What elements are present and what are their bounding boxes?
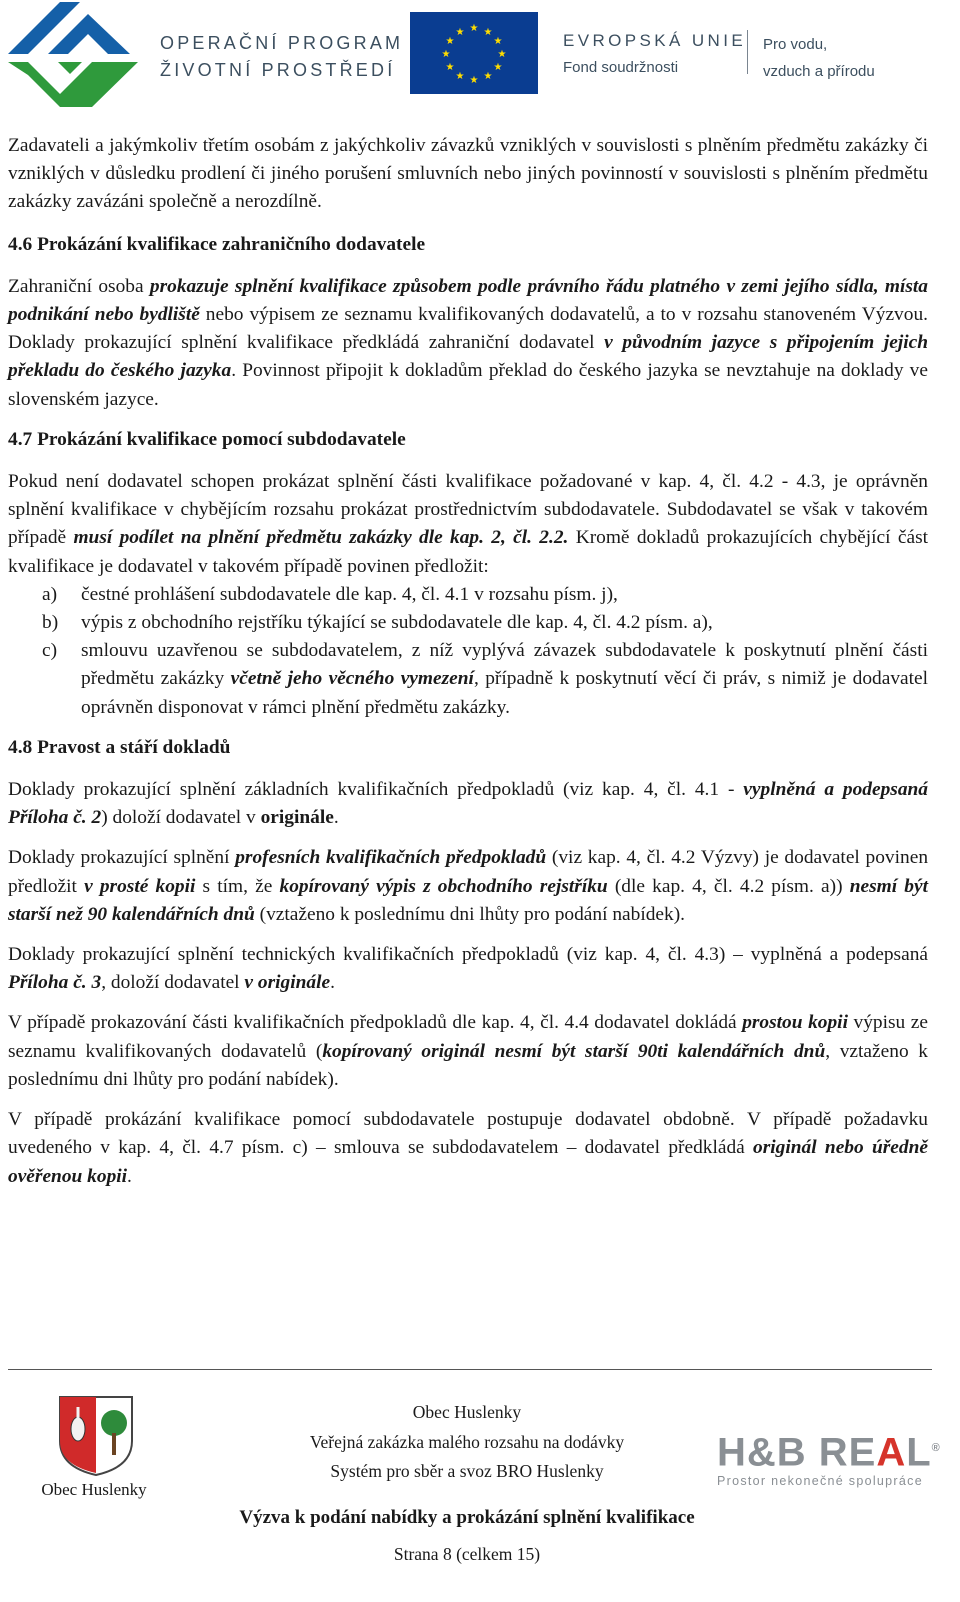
header-divider bbox=[747, 30, 748, 74]
paragraph-4-8-technical: Doklady prokazující splnění technických kvalifikačních předpokladů (viz kap. 4, čl. 4.3) – vyplněná a podepsaná Příloha č. 3, doloží dodavatel v originále. bbox=[8, 944, 928, 994]
paragraph-4-8-partial: V případě prokazování části kvalifikačních předpokladů dle kap. 4, čl. 4.4 dodavatel dokládá prostou kopii výpisu ze seznamu kvalifikovaných dodavatelů (kopírovaný originál nesmí být starší 90ti kalendářních dnů, vztaženo k poslednímu dni lhůty pro podání nabídek). bbox=[8, 1012, 929, 1090]
paragraph-4-8-professional: Doklady prokazující splnění profesních kvalifikačních předpokladů (viz kap. 4, čl. 4.2 Výzvy) je dodavatel povinen předložit v prosté kopii s tím, že kopírovaný výpis z obchodního rejstříku (dle kap. 4, čl. 4.2 písm. a)) nesmí být starší než 90 kalendářních dnů (vztaženo k poslednímu dni lhůty pro podání nabídek). bbox=[8, 847, 929, 925]
list-item: b) výpis z obchodního rejstříku týkající se subdodavatele dle kap. 4, čl. 4.2 písm. a), bbox=[42, 612, 713, 634]
svg-text:★: ★ bbox=[455, 27, 465, 38]
svg-text:★: ★ bbox=[469, 75, 479, 86]
footer-document-title: Výzva k podání nabídky a prokázání splnění kvalifikace bbox=[239, 1507, 695, 1528]
svg-text:★: ★ bbox=[493, 62, 503, 73]
svg-text:★: ★ bbox=[455, 71, 465, 82]
opzp-logo-icon bbox=[8, 2, 138, 107]
paragraph-4-8-subcontractor: V případě prokázání kvalifikace pomocí subdodavatele postupuje dodavatel obdobně. V případě požadavku uvedeného v kap. 4, čl. 4.7 písm. c) – smlouva se subdodavatelem – dodavatel předkládá originál nebo úředně ověřenou kopii. bbox=[8, 1109, 928, 1187]
opzp-line1: OPERAČNÍ PROGRAM bbox=[160, 33, 404, 53]
footer-project-info bbox=[240, 1398, 694, 1487]
eu-flag-icon bbox=[410, 12, 538, 94]
svg-text:★: ★ bbox=[497, 49, 507, 60]
motto-line1: Pro vodu, bbox=[763, 36, 828, 53]
hb-real-logo bbox=[717, 1428, 941, 1488]
svg-text:★: ★ bbox=[445, 36, 455, 47]
svg-text:★: ★ bbox=[445, 62, 455, 73]
footer-line1: Obec Huslenky bbox=[412, 1402, 522, 1422]
document-body bbox=[8, 132, 928, 1191]
program-motto bbox=[763, 31, 875, 85]
list-item: a) čestné prohlášení subdodavatele dle kap. 4, čl. 4.1 v rozsahu písm. j), bbox=[42, 583, 618, 605]
crest-caption: Obec Huslenky bbox=[41, 1480, 147, 1499]
svg-text:★: ★ bbox=[469, 23, 479, 34]
hb-real-tagline: Prostor nekonečné spolupráce bbox=[717, 1474, 923, 1489]
heading-4-6: 4.6 Prokázání kvalifikace zahraničního dodavatele bbox=[8, 233, 426, 255]
page-number: Strana 8 (celkem 15) bbox=[393, 1544, 541, 1564]
footer-line2: Veřejná zakázka malého rozsahu na dodávky bbox=[309, 1431, 625, 1452]
opzp-line2: ŽIVOTNÍ PROSTŘEDÍ bbox=[160, 60, 396, 80]
svg-text:★: ★ bbox=[483, 27, 493, 38]
paragraph-4-7: Pokud není dodavatel schopen prokázat splnění části kvalifikace požadované v kap. 4, čl. 4.2 - 4.3, je oprávněn splnění kvalifikace v chybějícím rozsahu prokázat prostřednictvím subdodavatele. Subdodavatel se však v takovém případě musí podílet na plnění předmětu zakázky dle kap. 2, čl. 2.2. Kromě dokladů prokazujících chybějící část kvalifikace je dodavatel v takovém případě povinen předložit: bbox=[8, 471, 928, 577]
svg-text:★: ★ bbox=[483, 71, 493, 82]
header-logos bbox=[0, 0, 960, 110]
list-item: c) smlouvu uzavřenou se subdodavatelem, z níž vyplývá závazek subdodavatele k poskytnutí plnění části předmětu zakázky včetně jeho věcného vymezení, případně k poskytnutí věcí či práv, s nimiž je dodavatel oprávněn disponovat v rámci plnění předmětu zakázky. bbox=[42, 640, 928, 718]
motto-line2: vzduch a přírodu bbox=[763, 63, 875, 80]
huslenky-crest-icon bbox=[58, 1395, 134, 1477]
heading-4-8: 4.8 Pravost a stáří dokladů bbox=[8, 736, 231, 758]
footer-divider bbox=[8, 1369, 932, 1370]
svg-text:★: ★ bbox=[441, 49, 451, 60]
hb-real-name: H&B REAL® bbox=[717, 1430, 941, 1475]
eu-title: EVROPSKÁ UNIE bbox=[563, 31, 747, 50]
paragraph-4-8-basic: Doklady prokazující splnění základních kvalifikačních předpokladů (viz kap. 4, čl. 4.1 - vyplněná a podepsaná Příloha č. 2) doloží dodavatel v originále. bbox=[8, 779, 928, 829]
heading-4-7: 4.7 Prokázání kvalifikace pomocí subdodavatele bbox=[8, 428, 406, 450]
footer-line3: Systém pro sběr a svoz BRO Huslenky bbox=[330, 1461, 604, 1481]
paragraph-intro: Zadavateli a jakýmkoliv třetím osobám z jakýchkoliv závazků vzniklých v souvislosti s plněním předmětu zakázky či vzniklých v důsledku prodlení či jiného porušení smluvních nebo jiných povinností v souvislosti s plněním předmětu zakázky zavázáni společně a nerozdílně. bbox=[8, 135, 928, 213]
eu-fund-name: Fond soudržnosti bbox=[563, 59, 679, 76]
required-documents-list bbox=[8, 581, 928, 722]
eu-text bbox=[563, 31, 746, 78]
opzp-program-name bbox=[160, 30, 403, 84]
svg-text:★: ★ bbox=[493, 36, 503, 47]
paragraph-4-6: Zahraniční osoba prokazuje splnění kvalifikace způsobem podle právního řádu platného v zemi jejího sídla, místa podnikání nebo bydliště nebo výpisem ze seznamu kvalifikovaných dodavatelů, a to v rozsahu stanoveném Výzvou. Doklady prokazující splnění kvalifikace předkládá zahraniční dodavatel v původním jazyce s připojením jejich překladu do českého jazyka. Povinnost připojit k dokladům překlad do českého jazyka se nevztahuje na doklady ve slovenském jazyce. bbox=[8, 275, 928, 410]
